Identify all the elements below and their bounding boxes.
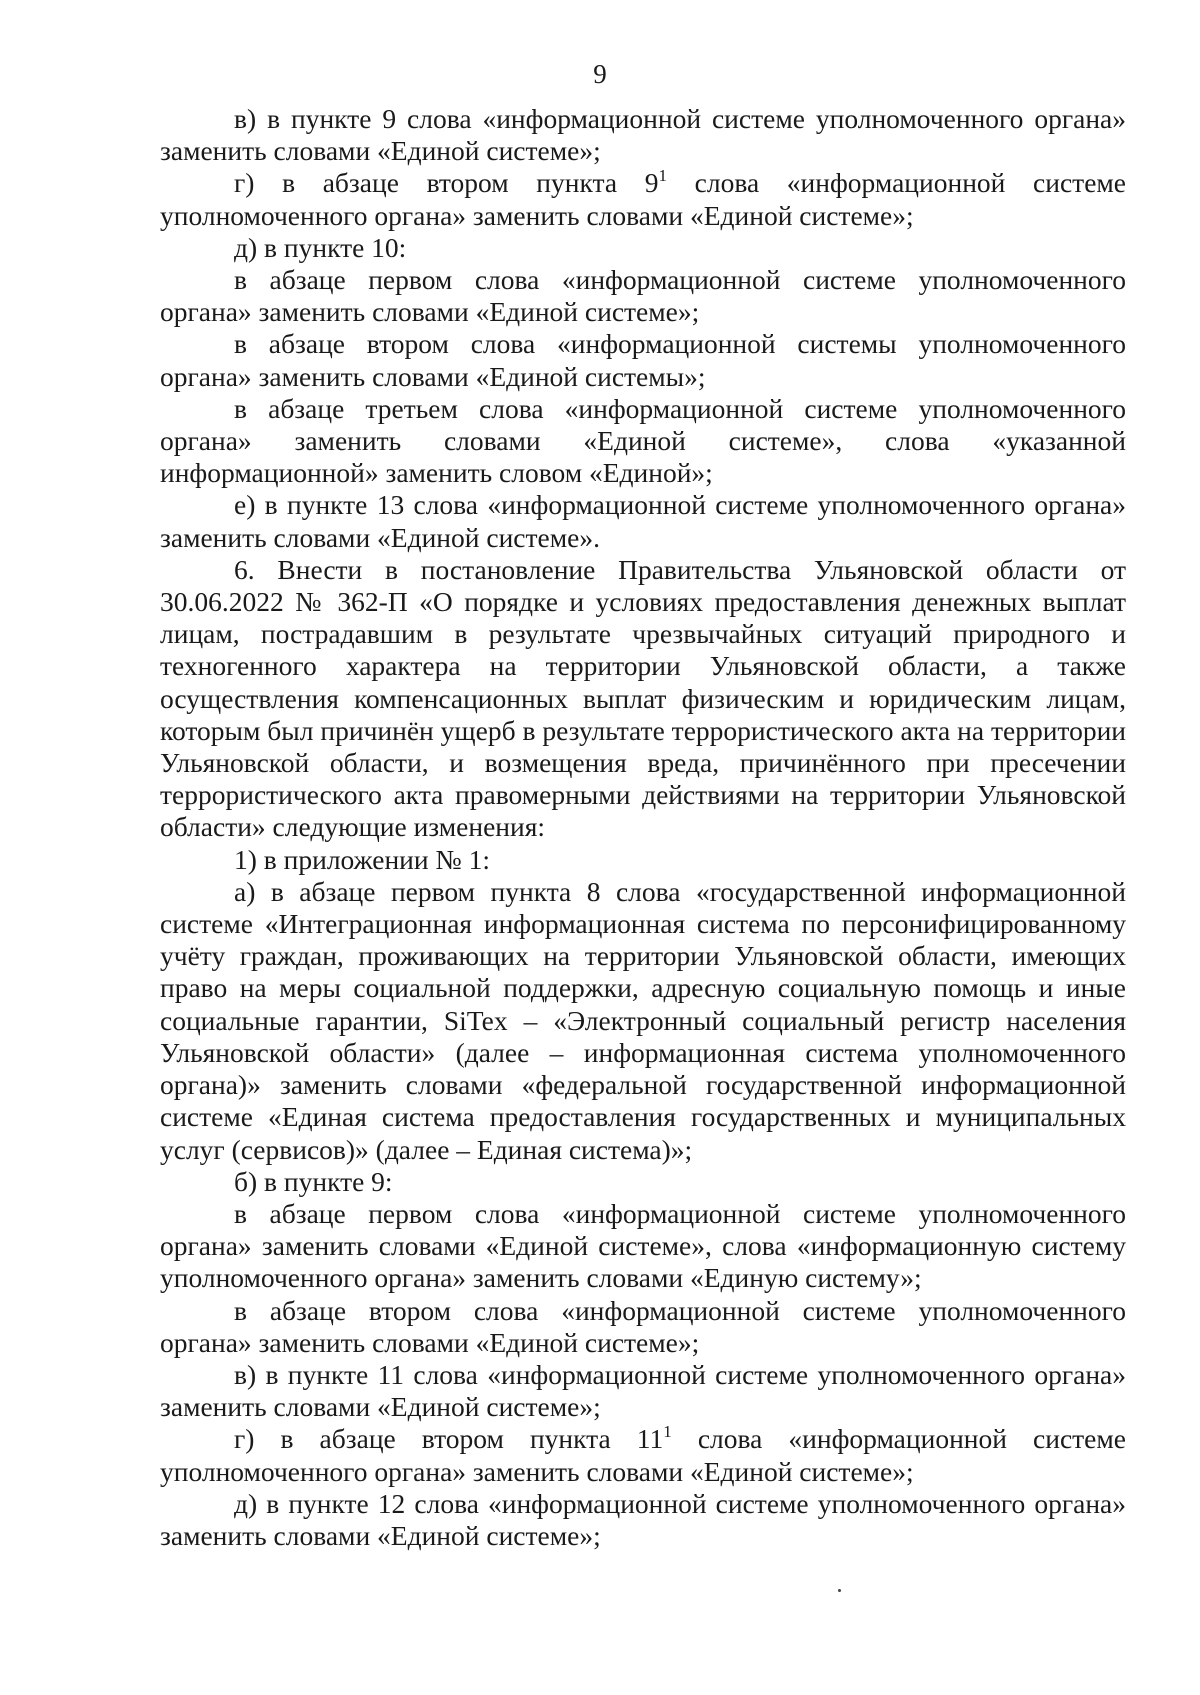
paragraph-text-post: слова «информационной системе уполномоченного органа» заменить словами «Единой системе»; — [160, 1423, 1126, 1487]
paragraph-abzac-pervom: в абзаце первом слова «информационной системе уполномоченного органа» заменить словами «Единой системе»; — [160, 264, 1126, 328]
paragraph-b-punkt-9: б) в пункте 9: — [234, 1165, 393, 1197]
paragraph-d-punkt-10: д) в пункте 10: — [234, 231, 407, 263]
superscript: 1 — [663, 1422, 672, 1442]
paragraph-v-punkt-9: в) в пункте 9 слова «информационной системе уполномоченного органа» заменить словами «Единой системе»; — [160, 103, 1126, 167]
paragraph-6-vnesti: 6. Внести в постановление Правительства Ульяновской области от 30.06.2022 № 362-П «О порядке и условиях предоставления денежных выплат лицам, пострадавшим в результате чрезвычайных ситуаций природного и техногенного характера на территории Ульяновской области, а также осуществления компенсационных выплат физическим и юридическим лицам, которым был причинён ущерб в результате террористического акта на территории Ульяновской области, и возмещения вреда, причинённого при пресечении террористического акта правомерными действиями на территории Ульяновской области» следующие изменения: — [160, 553, 1126, 843]
paragraph-abzac-vtorom: в абзаце втором слова «информационной системы уполномоченного органа» заменить словами «Единой системы»; — [160, 328, 1126, 392]
paragraph-a-punkt-8: а) в абзаце первом пункта 8 слова «государственной информационной системе «Интеграционная информационная система по персонифицированному учёту граждан, проживающих на территории Ульяновской области, имеющих право на меры социальной поддержки, адресную социальную помощь и иные социальные гарантии, SiTex – «Электронный социальный регистр населения Ульяновской области» (далее – информационная система уполномоченного органа)» заменить словами «федеральной государственной информационной системе «Единая система предоставления государственных и муниципальных услуг (сервисов)» (далее – Единая система)»; — [160, 875, 1126, 1165]
paragraph-e-punkt-13: е) в пункте 13 слова «информационной системе уполномоченного органа» заменить словами «Единой системе». — [160, 489, 1126, 553]
superscript: 1 — [658, 166, 667, 186]
paragraph-v-punkt-11: в) в пункте 11 слова «информационной системе уполномоченного органа» заменить словами «Единой системе»; — [160, 1358, 1126, 1423]
paragraph-d-punkt-12: д) в пункте 12 слова «информационной системе уполномоченного органа» заменить словами «Единой системе»; — [160, 1487, 1126, 1551]
scan-speck — [838, 1589, 841, 1592]
paragraph-abzac-pervom-2: в абзаце первом слова «информационной системе уполномоченного органа» заменить словами «Единой системе», слова «информационную систему уполномоченного органа» заменить словами «Единую систему»; — [160, 1197, 1126, 1294]
paragraph-abzac-vtorom-2: в абзаце втором слова «информационной системе уполномоченного органа» заменить словами «Единой системе»; — [160, 1294, 1126, 1358]
paragraph-1-prilozhenie: 1) в приложении № 1: — [234, 843, 490, 875]
paragraph-g-punkt-11-1 — [160, 1423, 1126, 1487]
paragraph-abzac-tretem: в абзаце третьем слова «информационной системе уполномоченного органа» заменить словами «Единой системе», слова «указанной информационной» заменить словом «Единой»; — [160, 392, 1126, 489]
paragraph-text-pre: г) в абзаце втором пункта 9 — [234, 167, 659, 199]
paragraph-text-pre: г) в абзаце втором пункта 11 — [234, 1423, 664, 1455]
page-number: 9 — [593, 59, 607, 89]
document-body — [160, 103, 1126, 1552]
paragraph-text-post: слова «информационной системе уполномоченного органа» заменить словами «Единой системе»; — [160, 167, 1127, 231]
paragraph-g-punkt-9-1 — [160, 167, 1126, 231]
